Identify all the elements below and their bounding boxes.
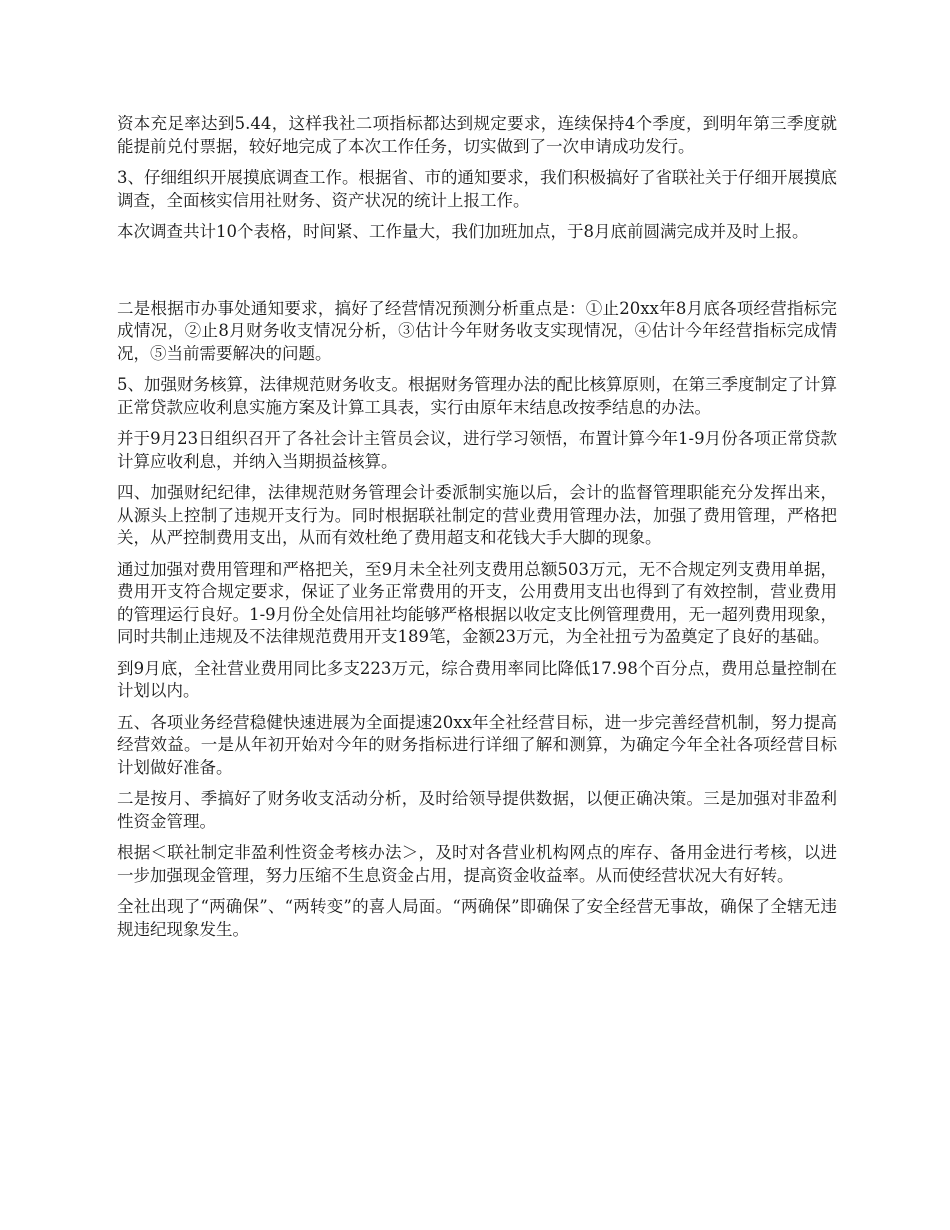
paragraph-6: 并于9月23日组织召开了各社会计主管员会议，进行学习领悟，布置计算今年1-9月份各项正常贷款计算应收利息，并纳入当期损益核算。 — [117, 429, 837, 471]
paragraph-5: 5、加强财务核算，法律规范财务收支。根据财务管理办法的配比核算原则，在第三季度制定了计算正常贷款应收利息实施方案及计算工具表，实行由原年末结息改按季结息的办法。 — [117, 375, 837, 417]
paragraph-1: 资本充足率达到5.44，这样我社二项指标都达到规定要求，连续保持4个季度，到明年第三季度就能提前兑付票据，较好地完成了本次工作任务，切实做到了一次申请成功发行。 — [117, 114, 837, 156]
paragraph-12: 根据＜联社制定非盈利性资金考核办法＞，及时对各营业机构网点的库存、备用金进行考核，以进一步加强现金管理，努力压缩不生息资金占用，提高资金收益率。从而使经营状况大有好转。 — [117, 843, 837, 885]
paragraph-11: 二是按月、季搞好了财务收支活动分析，及时给领导提供数据，以便正确决策。三是加强对非盈利性资金管理。 — [117, 789, 837, 831]
paragraph-4: 二是根据市办事处通知要求，搞好了经营情况预测分析重点是：①止20xx年8月底各项经营指标完成情况，②止8月财务收支情况分析，③估计今年财务收支实现情况，④估计今年经营指标完成情况，⑤当前需要解决的问题。 — [117, 298, 837, 363]
paragraph-3: 本次调查共计10个表格，时间紧、工作量大，我们加班加点，于8月底前圆满完成并及时上报。 — [117, 222, 809, 241]
paragraph-7: 四、加强财纪纪律，法律规范财务管理会计委派制实施以后，会计的监督管理职能充分发挥出来，从源头上控制了违规开支行为。同时根据联社制定的营业费用管理办法，加强了费用管理，严格把关，从严控制费用支出，从而有效杜绝了费用超支和花钱大手大脚的现象。 — [117, 483, 837, 547]
document-body — [117, 113, 837, 950]
paragraph-10: 五、各项业务经营稳健快速进展为全面提速20xx年全社经营目标，进一步完善经营机制，努力提高经营效益。一是从年初开始对今年的财务指标进行详细了解和测算，为确定今年全社各项经营目标计划做好准备。 — [117, 712, 837, 777]
paragraph-2: 3、仔细组织开展摸底调查工作。根据省、市的通知要求，我们积极搞好了省联社关于仔细开展摸底调查，全面核实信用社财务、资产状况的统计上报工作。 — [117, 168, 837, 210]
paragraph-13: 全社出现了“两确保”、“两转变”的喜人局面。“两确保”即确保了安全经营无事故，确保了全辖无违规违纪现象发生。 — [117, 897, 837, 939]
paragraph-9: 到9月底，全社营业费用同比多支223万元，综合费用率同比降低17.98个百分点，费用总量控制在计划以内。 — [117, 658, 837, 700]
paragraph-8: 通过加强对费用管理和严格把关，至9月未全社列支费用总额503万元，无不合规定列支费用单据，费用开支符合规定要求，保证了业务正常费用的开支，公用费用支出也得到了有效控制，营业费用的管理运行良好。1-9月份全处信用社均能够严格根据以收定支比例管理费用，无一超列费用现象，同时共制止违规及不法律规范费用开支189笔，金额23万元，为全社扭亏为盈奠定了良好的基础。 — [117, 559, 837, 646]
